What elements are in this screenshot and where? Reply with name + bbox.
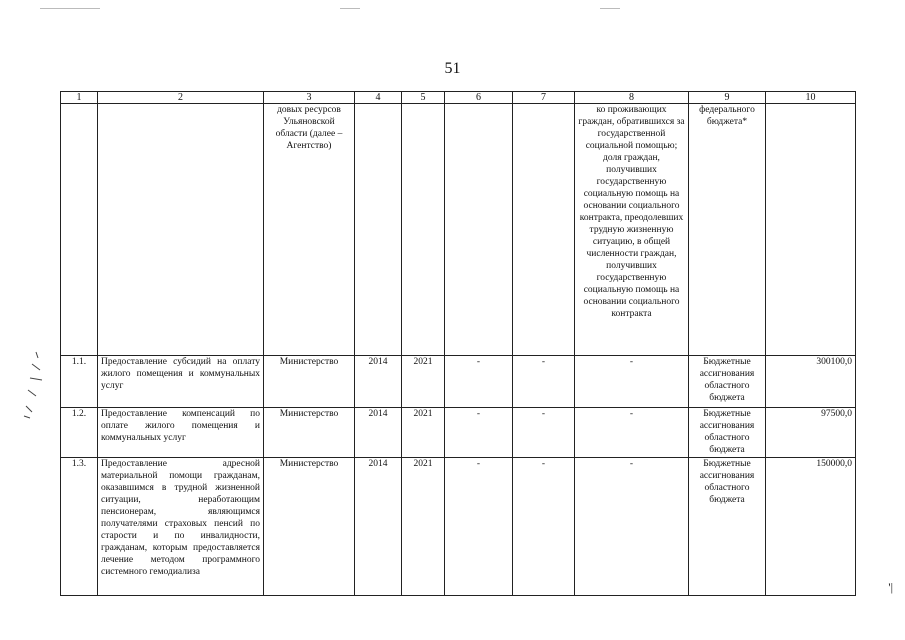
start-year: 2014	[355, 458, 402, 596]
end-year: 2021	[402, 408, 445, 458]
row-number: 1.1.	[61, 356, 98, 408]
scan-edge-line	[40, 8, 100, 9]
end-year: 2021	[402, 458, 445, 596]
header-cell: 9	[689, 92, 766, 104]
source-cell: Бюджетные ассигнования областного бюджета	[689, 408, 766, 458]
header-cell: 10	[766, 92, 856, 104]
measure-name: Предоставление компенсаций по оплате жилого помещения и коммунальных услуг	[98, 408, 264, 458]
header-cell: 5	[402, 92, 445, 104]
scan-edge-line	[340, 8, 360, 9]
source-cell: федерального бюджета*	[689, 104, 766, 356]
table-row	[61, 356, 856, 408]
source-cell: Бюджетные ассигнования областного бюджета	[689, 458, 766, 596]
header-cell: 7	[513, 92, 575, 104]
margin-mark-icon: '|	[888, 580, 893, 594]
header-cell: 2	[98, 92, 264, 104]
row-number: 1.3.	[61, 458, 98, 596]
end-year: 2021	[402, 356, 445, 408]
table-cell: -	[445, 356, 513, 408]
executor-cell: Министерство	[264, 356, 355, 408]
amount-cell: 97500,0	[766, 408, 856, 458]
header-cell: 6	[445, 92, 513, 104]
table-cell	[766, 104, 856, 356]
table-cell: -	[445, 458, 513, 596]
table-cell	[445, 104, 513, 356]
table-cell: -	[575, 408, 689, 458]
program-table	[60, 91, 856, 596]
measure-name: Предоставление субсидий на оплату жилого помещения и коммунальных услуг	[98, 356, 264, 408]
measure-name: Предоставление адресной материальной помощи гражданам, оказавшимся в трудной жизненной ситуации, неработающим пенсионерам, являющимся получателями страховых пенсий по старости и по инвалидности, гражданам, которым предоставляется лечение методом программного системного гемодиализа	[98, 458, 264, 596]
table-cell: -	[575, 356, 689, 408]
table-row	[61, 408, 856, 458]
table-row	[61, 104, 856, 356]
executor-cell: Министерство	[264, 458, 355, 596]
amount-cell: 300100,0	[766, 356, 856, 408]
table-cell: -	[575, 458, 689, 596]
table-cell: -	[513, 356, 575, 408]
start-year: 2014	[355, 356, 402, 408]
header-cell: 8	[575, 92, 689, 104]
executor-cell: Министерство	[264, 408, 355, 458]
executor-cell: довых ресурсов Ульяновской области (далее – Агентство)	[264, 104, 355, 356]
source-cell: Бюджетные ассигнования областного бюджета	[689, 356, 766, 408]
start-year: 2014	[355, 408, 402, 458]
scan-edge-line	[600, 8, 620, 9]
table-cell	[402, 104, 445, 356]
header-cell: 3	[264, 92, 355, 104]
table-cell: -	[445, 408, 513, 458]
amount-cell: 150000,0	[766, 458, 856, 596]
row-number: 1.2.	[61, 408, 98, 458]
header-row	[61, 92, 856, 104]
table-cell	[513, 104, 575, 356]
header-cell: 4	[355, 92, 402, 104]
handwritten-mark-icon	[22, 350, 52, 420]
table-cell: -	[513, 458, 575, 596]
header-cell: 1	[61, 92, 98, 104]
indicator-cell: ко проживающих граждан, обратившихся за государственной социальной помощью; доля граждан, получивших государственную социальную помощь на основании социального контракта, преодолевших трудную жизненную ситуацию, в общей численности граждан, получивших государственную социальную помощь на основании социального контракта	[575, 104, 689, 356]
table-cell	[61, 104, 98, 356]
table-cell: -	[513, 408, 575, 458]
table-row	[61, 458, 856, 596]
page-number: 51	[444, 60, 461, 77]
table-cell	[98, 104, 264, 356]
table-cell	[355, 104, 402, 356]
